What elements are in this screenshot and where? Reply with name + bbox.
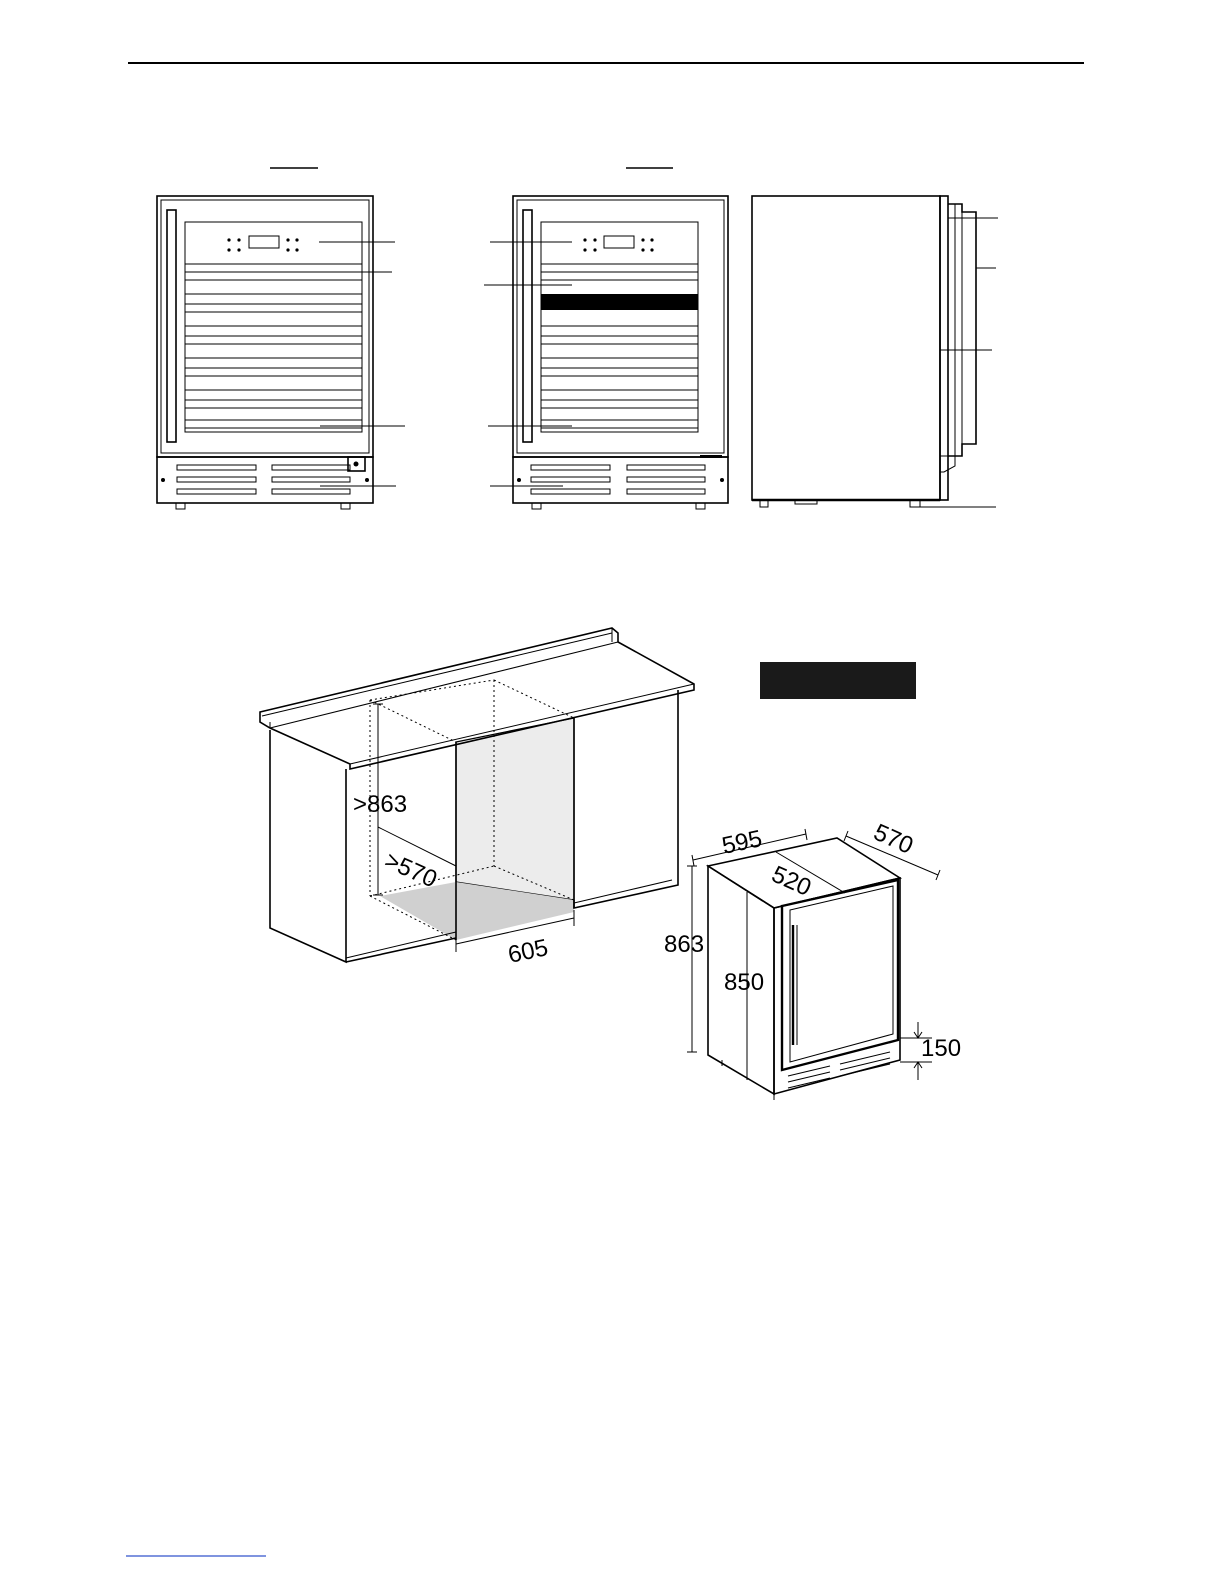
cabinet-width-label: 605 (505, 934, 551, 969)
appliance-plinth-height-label: 150 (921, 1035, 962, 1062)
cabinet-installation (260, 628, 694, 969)
side-view (752, 196, 998, 507)
appliance-isometric (664, 819, 961, 1100)
appliance-body-height-label: 850 (724, 969, 765, 996)
appliance-door-depth-label: 520 (767, 860, 816, 902)
front-view-a (157, 196, 405, 509)
cabinet-height-label: >863 (353, 791, 408, 818)
cabinet-depth-label: >570 (380, 846, 441, 894)
caption-box (760, 662, 916, 699)
appliance-depth-label: 570 (869, 818, 918, 860)
appliance-total-height-label: 863 (664, 931, 705, 958)
front-view-b (484, 196, 728, 509)
appliance-width-label: 595 (719, 825, 765, 860)
